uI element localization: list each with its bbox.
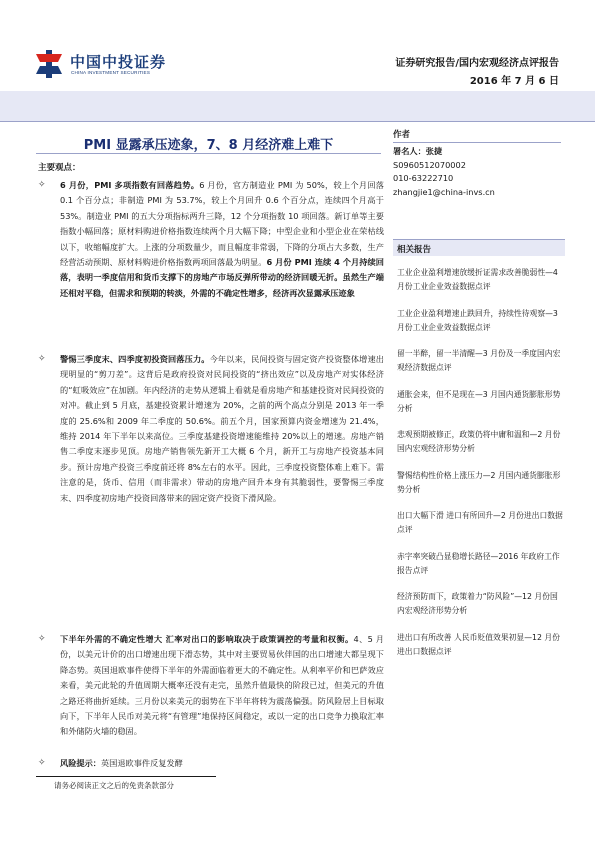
bullet-external-demand bbox=[38, 632, 384, 756]
report-title: PMI 显露承压迹象，7、8 月经济难上难下 bbox=[83, 138, 334, 153]
company-logo bbox=[34, 50, 184, 80]
header-band bbox=[0, 91, 595, 122]
bullet-lead: 风险提示： bbox=[60, 758, 101, 768]
logo-chinese-name: 中国中投证券 bbox=[70, 53, 167, 71]
related-report-item[interactable]: 通胀会来，但不是现在—3 月国内通货膨胀形势分析 bbox=[397, 389, 561, 413]
bullet-text: 6 月份，官方制造业 PMI 为 50%，较上个月回落 0.1 个百分点；非制造 PMI 为 53.7%，较上个月回升 0.6 个百分点，连续四个月高于 53%。制造业 PMI 的五大分项指标两升三降，12 个分项指数 10 项回落。新订单等主要指数小幅回落；原材料购进价格指数连续两个月大幅下降；中型企业和小型企业在荣枯线以下，收缩幅度扩大。上涨的分项数量少，而且幅度非常弱，下降的分项占大多数，生产经营活动预期、原材料购进价格指数两项回落最为明显。 bbox=[60, 180, 384, 268]
related-report-item[interactable]: 工业企业盈利增速止跌回升，持续性待观察—3 月份工业企业效益数据点评 bbox=[397, 308, 558, 332]
related-report-item[interactable]: 出口大幅下滑 进口有所回升—2 月份进出口数据点评 bbox=[397, 511, 563, 535]
author-email[interactable]: zhangjie1@china-invs.cn bbox=[393, 186, 495, 197]
author-divider bbox=[393, 142, 561, 143]
bullet-text: 4、5 月份，以美元计价的出口增速出现下滑态势，其中对主要贸易伙伴国的出口增速大都呈现下降态势。英国退欧事件使得下半年的外需面临着更大的不确定性。从利率平价和巴萨效应来看，美元此轮的升值周期大概率还没有走完，虽然升值最快的阶段已过，但美元的升值之路还将曲折延续。三月份以来美元的弱势在下半年将转为震荡偏强。防风险居上目标取向下，下半年人民币对美元将“有管理”地保持区间稳定，或以一定的出口竞争力换取汇率和外储防火墙的稳固。 bbox=[60, 634, 384, 737]
report-date: 2016 年 7 月 6 日 bbox=[469, 76, 559, 87]
related-reports-heading: 相关报告 bbox=[397, 245, 432, 255]
bullet-investment bbox=[38, 352, 384, 632]
related-report-item[interactable]: 悲观预期被修正，政策仍将中庸和温和—2 月份国内宏观经济形势分析 bbox=[397, 430, 561, 454]
title-divider bbox=[36, 153, 381, 154]
diamond-icon: ✧ bbox=[38, 634, 46, 644]
bullet-lead: 6 月份，PMI 多项指数有回落趋势。 bbox=[60, 180, 200, 190]
report-type: 证券研究报告/国内宏观经济点评报告 bbox=[395, 58, 559, 69]
bullet-text: 英国退欧事件反复发酵 bbox=[100, 758, 183, 768]
logo-mark-icon bbox=[34, 50, 64, 78]
bullet-risk bbox=[38, 756, 384, 771]
author-license: S0960512070002 bbox=[393, 159, 466, 170]
author-name: 署名人：张捷 bbox=[393, 146, 443, 156]
diamond-icon: ✧ bbox=[38, 180, 46, 190]
related-report-item[interactable]: 留一半醉，留一半清醒—3 月份及一季度国内宏观经济数据点评 bbox=[397, 349, 561, 373]
author-heading: 作者 bbox=[393, 130, 411, 140]
bullet-lead: 下半年外需的不确定性增大 汇率对出口的影响取决于政策调控的考量和权衡。 bbox=[60, 634, 354, 644]
main-points bbox=[38, 178, 384, 771]
bullet-lead: 警惕三季度末、四季度初投资回落压力。 bbox=[60, 354, 210, 364]
disclaimer-note: 请务必阅读正文之后的免责条款部分 bbox=[54, 781, 174, 790]
related-report-item[interactable]: 经济预防而下，政策着力“防风险”—12 月份国内宏观经济形势分析 bbox=[397, 592, 558, 616]
bullet-pmi bbox=[38, 178, 384, 352]
author-phone: 010-63222710 bbox=[393, 173, 454, 184]
footer-divider bbox=[36, 776, 216, 777]
header-divider bbox=[0, 121, 595, 122]
main-points-label: 主要观点： bbox=[38, 163, 81, 173]
bullet-text: 今年以来，民间投资与固定资产投资整体增速出现明显的“剪刀差”。这背后是政府投资对民间投资的“挤出效应”以及房地产对实体经济的“虹吸效应”在加剧。年内经济的走势从逻辑上看就是看房地产和基建投资对民间投资的对冲。截止到 5 月底，基建投资累计增速为 20%，之前的两个高点分别是 2013 年一季度的 25.6%和 2009 年二季度的 50.6%。前五个月，国家预算内资金增速为 21.4%，维持 2014 年下半年以来高位。三季度基建投资增速能维持 20%以上的增速。房地产销售二季度末逐步见顶。房地产销售领先新开工大概 6 个月，新开工与房地产投资基本同步。预计房地产投资三季度前还将 8%左右的水平。因此，三季度投资整体难上难下。需注意的是，货币、信用（而非需求）带动的房地产回升本身有其脆弱性，要警惕三季度末、四季度初房地产投资回落带来的固定资产投资下滑风险。 bbox=[60, 354, 384, 503]
related-report-item[interactable]: 工业企业盈利增速放缓折证需求改善脆弱性—4 月份工业企业效益数据点评 bbox=[397, 268, 558, 292]
related-reports-header bbox=[393, 239, 565, 256]
related-report-item[interactable]: 赤字率突破凸显稳增长路径—2016 年政府工作报告点评 bbox=[397, 551, 560, 575]
logo-english-name: CHINA INVESTMENT SECURITIES bbox=[71, 70, 151, 75]
author-section bbox=[393, 128, 563, 199]
related-report-item[interactable]: 进出口有所改善 人民币贬值效果初显—12 月份进出口数据点评 bbox=[397, 632, 561, 656]
diamond-icon: ✧ bbox=[38, 758, 46, 768]
related-reports-list bbox=[397, 266, 565, 671]
related-report-item[interactable]: 警惕结构性价格上涨压力—2 月国内通货膨胀形势分析 bbox=[397, 470, 561, 494]
bullet-tail: 6 月份 PMI 连续 4 个月持续回落，表明一季度信用和货币支撑下的房地产市场反弹所带动的经济回暖无折。虽然生产端还相对平稳，但需求和预期的转淡，外需的不确定性增多，经济再次显露承压迹象 bbox=[60, 257, 384, 298]
diamond-icon: ✧ bbox=[38, 354, 46, 364]
